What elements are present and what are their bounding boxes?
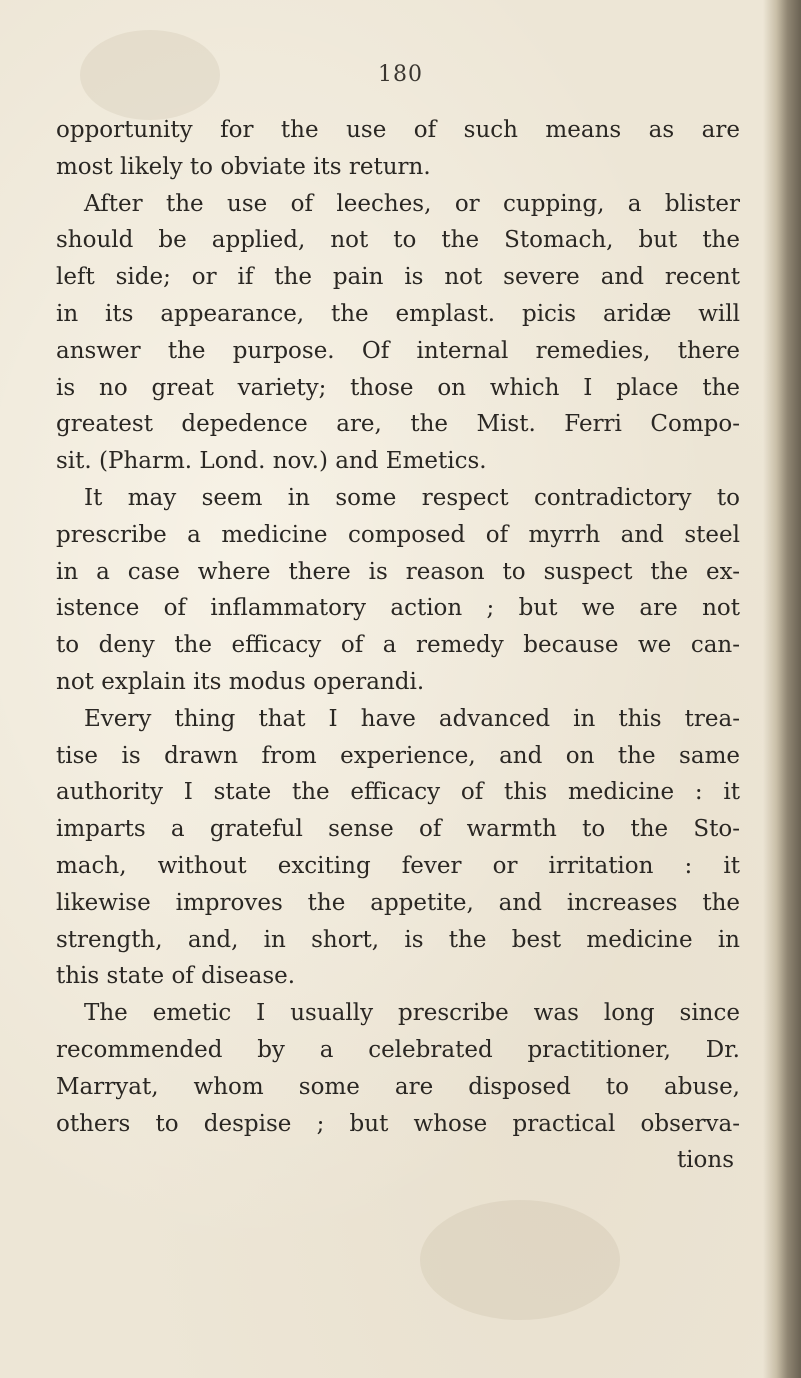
text-line: Marryat, whom some are disposed to abuse, [56, 1073, 740, 1100]
text-line: not explain its modus operandi. [56, 668, 425, 695]
text-line: The emetic I usually prescribe was long since [84, 1000, 740, 1027]
text-line: tise is drawn from experience, and on the same [56, 742, 740, 769]
text-line: sit. (Pharm. Lond. nov.) and Emetics. [56, 448, 487, 475]
catchword: tions [676, 1147, 734, 1174]
text-line: After the use of leeches, or cupping, a blister [84, 190, 740, 217]
paper-stain [420, 1200, 620, 1320]
text-line: most likely to obviate its return. [56, 153, 431, 180]
text-line: to deny the efficacy of a remedy because we can- [56, 632, 740, 659]
text-line: Every thing that I have advanced in this trea- [84, 705, 740, 732]
body-text [56, 112, 740, 1179]
text-line: greatest depedence are, the Mist. Ferri Compo- [56, 411, 740, 438]
text-line: should be applied, not to the Stomach, but the [56, 227, 740, 254]
text-line: istence of inflammatory action ; but we are not [56, 595, 740, 622]
text-line: mach, without exciting fever or irritation : it [56, 852, 740, 879]
text-line: answer the purpose. Of internal remedies, there [56, 337, 740, 364]
page-gutter-edge [763, 0, 801, 1378]
text-line: in its appearance, the emplast. picis aridæ will [56, 300, 740, 327]
text-line: prescribe a medicine composed of myrrh and steel [56, 521, 740, 548]
text-line: It may seem in some respect contradictory to [84, 484, 740, 511]
text-line: authority I state the efficacy of this medicine : it [56, 779, 740, 806]
page-number: 180 [378, 62, 423, 87]
text-line: is no great variety; those on which I place the [56, 374, 740, 401]
text-line: opportunity for the use of such means as are [56, 117, 740, 143]
text-line: imparts a grateful sense of warmth to the Sto- [56, 816, 740, 843]
text-line: recommended by a celebrated practitioner, Dr. [56, 1036, 740, 1063]
text-line: this state of disease. [56, 963, 296, 990]
text-line: others to despise ; but whose practical observa- [56, 1110, 740, 1137]
text-line: in a case where there is reason to suspect the ex- [56, 558, 740, 585]
text-line: strength, and, in short, is the best medicine in [56, 926, 740, 953]
text-line: left side; or if the pain is not severe and recent [56, 264, 740, 291]
text-line: likewise improves the appetite, and increases the [56, 889, 740, 916]
